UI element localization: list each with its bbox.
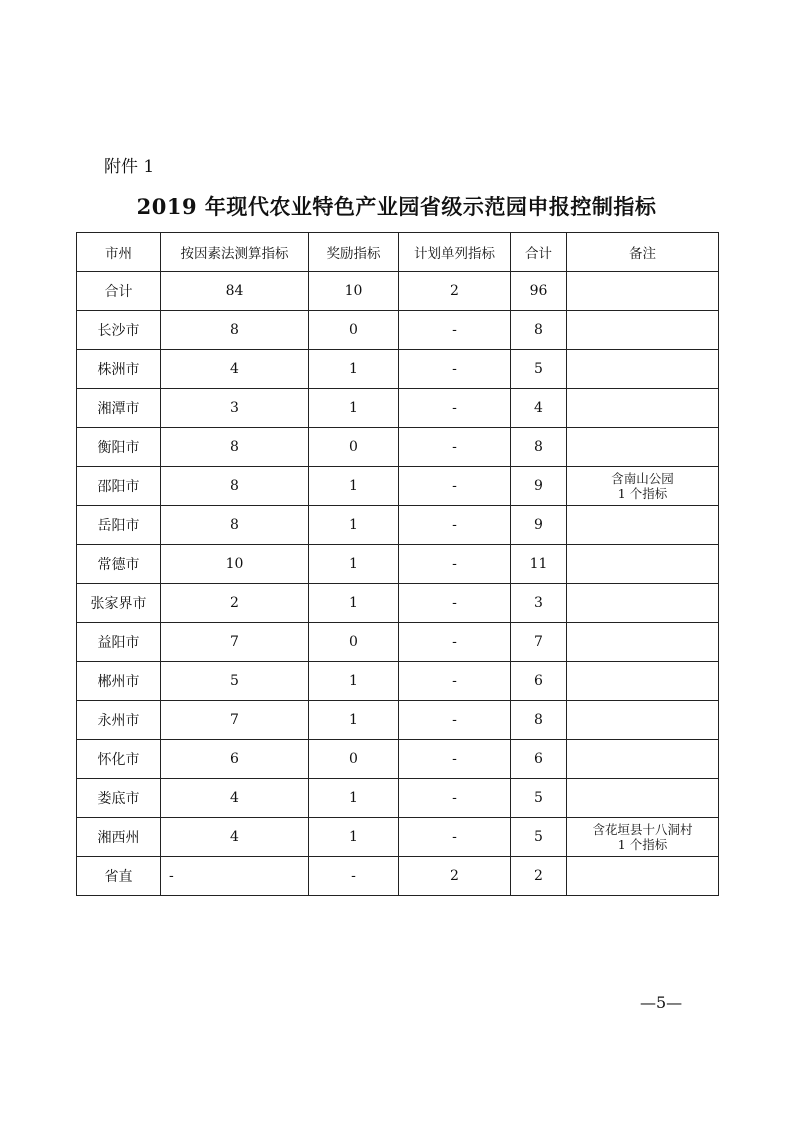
cell-factor: 7	[161, 701, 309, 740]
cell-factor: 8	[161, 506, 309, 545]
table-row	[77, 701, 719, 740]
cell-plan: -	[399, 428, 511, 467]
cell-plan: 2	[399, 272, 511, 311]
cell-total: 8	[511, 701, 567, 740]
cell-total: 8	[511, 311, 567, 350]
cell-reward: 1	[309, 701, 399, 740]
cell-total: 9	[511, 467, 567, 506]
cell-reward: 1	[309, 818, 399, 857]
cell-factor: 4	[161, 350, 309, 389]
cell-city: 永州市	[77, 701, 161, 740]
cell-plan: -	[399, 818, 511, 857]
cell-city: 邵阳市	[77, 467, 161, 506]
cell-plan: -	[399, 584, 511, 623]
cell-city: 常德市	[77, 545, 161, 584]
cell-factor: 4	[161, 818, 309, 857]
cell-factor: 5	[161, 662, 309, 701]
cell-factor: 84	[161, 272, 309, 311]
cell-note	[567, 272, 719, 311]
cell-total: 6	[511, 662, 567, 701]
cell-reward: 0	[309, 623, 399, 662]
note-line-1: 含南山公园	[611, 471, 674, 486]
cell-total: 2	[511, 857, 567, 896]
cell-reward: 0	[309, 428, 399, 467]
quota-table	[76, 232, 719, 896]
cell-city: 湘潭市	[77, 389, 161, 428]
cell-note	[567, 545, 719, 584]
cell-reward: 1	[309, 779, 399, 818]
table-row	[77, 740, 719, 779]
page-number: —5—	[640, 993, 683, 1012]
cell-note	[567, 467, 719, 506]
cell-plan: 2	[399, 857, 511, 896]
cell-plan: -	[399, 467, 511, 506]
cell-factor: 8	[161, 428, 309, 467]
table-row	[77, 389, 719, 428]
note-line-2: 1 个指标	[617, 486, 668, 501]
cell-total: 96	[511, 272, 567, 311]
table-row	[77, 857, 719, 896]
table-row	[77, 584, 719, 623]
cell-plan: -	[399, 779, 511, 818]
note-line-1: 含花垣县十八洞村	[592, 822, 693, 837]
cell-plan: -	[399, 311, 511, 350]
table-row	[77, 623, 719, 662]
cell-total: 3	[511, 584, 567, 623]
table-row	[77, 662, 719, 701]
cell-reward: 1	[309, 467, 399, 506]
cell-city: 省直	[77, 857, 161, 896]
cell-plan: -	[399, 389, 511, 428]
table-row	[77, 311, 719, 350]
cell-total: 6	[511, 740, 567, 779]
table-row	[77, 272, 719, 311]
table-row	[77, 545, 719, 584]
cell-note	[567, 584, 719, 623]
cell-reward: 1	[309, 350, 399, 389]
cell-reward: 1	[309, 662, 399, 701]
cell-plan: -	[399, 545, 511, 584]
header-note: 备注	[567, 233, 719, 272]
cell-reward: 1	[309, 584, 399, 623]
cell-reward: 1	[309, 389, 399, 428]
cell-factor: 8	[161, 467, 309, 506]
cell-city: 娄底市	[77, 779, 161, 818]
cell-city: 岳阳市	[77, 506, 161, 545]
cell-factor: 6	[161, 740, 309, 779]
cell-note	[567, 857, 719, 896]
header-total: 合计	[511, 233, 567, 272]
cell-total: 4	[511, 389, 567, 428]
cell-note	[567, 818, 719, 857]
cell-factor: 10	[161, 545, 309, 584]
header-factor: 按因素法测算指标	[161, 233, 309, 272]
cell-plan: -	[399, 701, 511, 740]
cell-note	[567, 740, 719, 779]
attachment-label: 附件 1	[104, 157, 155, 177]
cell-reward: 1	[309, 506, 399, 545]
cell-note	[567, 779, 719, 818]
cell-plan: -	[399, 623, 511, 662]
cell-city: 合计	[77, 272, 161, 311]
table-row	[77, 350, 719, 389]
cell-city: 湘西州	[77, 818, 161, 857]
table-row	[77, 506, 719, 545]
cell-factor: 2	[161, 584, 309, 623]
cell-city: 益阳市	[77, 623, 161, 662]
header-plan: 计划单列指标	[399, 233, 511, 272]
cell-note	[567, 350, 719, 389]
document-title: 2019 年现代农业特色产业园省级示范园申报控制指标	[136, 194, 657, 219]
cell-plan: -	[399, 350, 511, 389]
cell-total: 8	[511, 428, 567, 467]
cell-total: 5	[511, 818, 567, 857]
cell-reward: 10	[309, 272, 399, 311]
cell-factor: 3	[161, 389, 309, 428]
table-row	[77, 428, 719, 467]
cell-note	[567, 428, 719, 467]
cell-reward: 0	[309, 311, 399, 350]
cell-total: 11	[511, 545, 567, 584]
header-city: 市州	[77, 233, 161, 272]
cell-total: 9	[511, 506, 567, 545]
cell-city: 长沙市	[77, 311, 161, 350]
cell-plan: -	[399, 662, 511, 701]
cell-note	[567, 389, 719, 428]
header-reward: 奖励指标	[309, 233, 399, 272]
cell-city: 株洲市	[77, 350, 161, 389]
cell-city: 衡阳市	[77, 428, 161, 467]
cell-factor: 8	[161, 311, 309, 350]
cell-factor: 4	[161, 779, 309, 818]
cell-reward: 1	[309, 545, 399, 584]
cell-total: 5	[511, 779, 567, 818]
table-row	[77, 818, 719, 857]
note-line-2: 1 个指标	[617, 837, 668, 852]
cell-factor: -	[161, 857, 309, 896]
table-row	[77, 467, 719, 506]
cell-reward: -	[309, 857, 399, 896]
cell-note	[567, 623, 719, 662]
cell-city: 怀化市	[77, 740, 161, 779]
cell-plan: -	[399, 740, 511, 779]
cell-note	[567, 701, 719, 740]
cell-note	[567, 311, 719, 350]
cell-total: 7	[511, 623, 567, 662]
cell-reward: 0	[309, 740, 399, 779]
cell-note	[567, 662, 719, 701]
table-row	[77, 779, 719, 818]
cell-note	[567, 506, 719, 545]
cell-factor: 7	[161, 623, 309, 662]
cell-city: 张家界市	[77, 584, 161, 623]
table-header-row	[77, 233, 719, 272]
cell-plan: -	[399, 506, 511, 545]
cell-city: 郴州市	[77, 662, 161, 701]
cell-total: 5	[511, 350, 567, 389]
